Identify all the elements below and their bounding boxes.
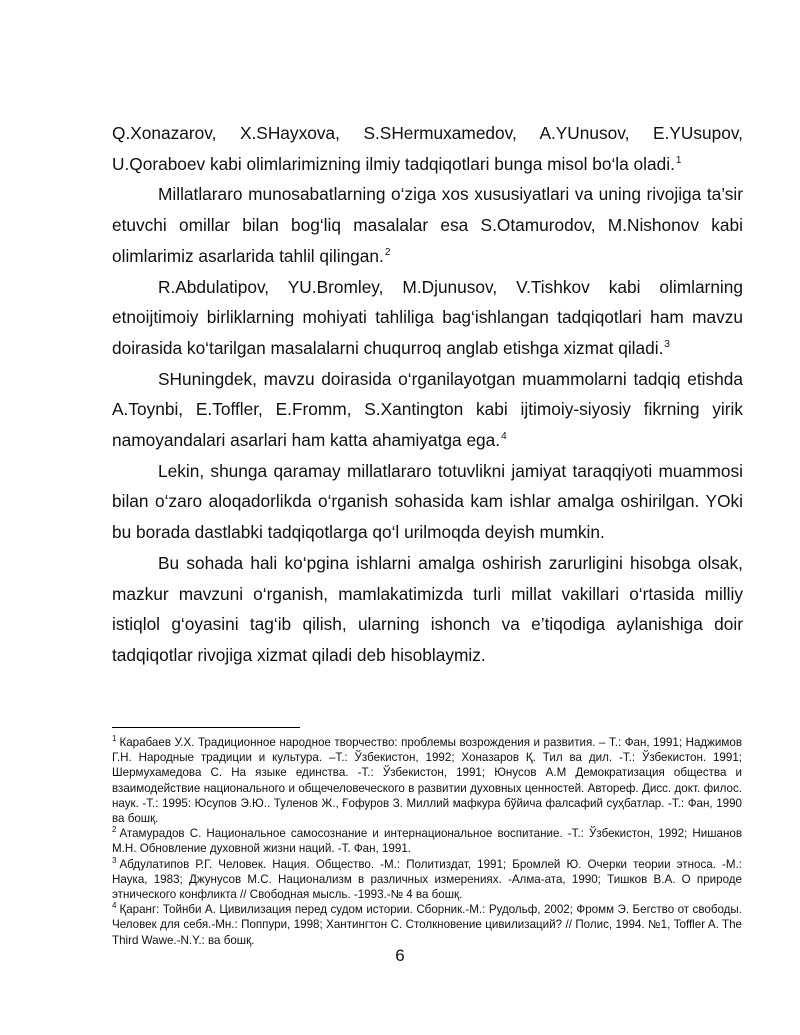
paragraph [112, 548, 743, 671]
paragraph-text: R.Abdulatipov, YU.Bromley, M.Djunusov, V.Tishkov kabi olimlarning etnoijtimoiy birliklarning mohiyati tahliliga bag‘ishlangan tadqiqotlari ham mavzu doirasida ko‘tarilgan masalalarni chuqurroq anglab etishga xizmat qiladi. [112, 276, 743, 358]
footnote [112, 735, 742, 826]
footnote-reference[interactable]: 3 [664, 339, 670, 351]
paragraph-text: Bu sohada hali ko‘pgina ishlarni amalga oshirish zarurligini hisobga olsak, mazkur mavzuni o‘rganish, mamlakatimizda turli millat vakillari o‘rtasida milliy istiqlol g‘oyasini tag‘ib qilish, ularning ishonch va e’tiqodiga aylanishiga doir tadqiqotlar rivojiga xizmat qiladi deb hisoblaymiz. [112, 552, 743, 665]
footnote-number: 1 [112, 734, 117, 744]
footnote-text: Атамурадов С. Национальное самосознание и интернациональное воспитание. -Т.: Ўзбекистон, 1992; Нишанов М.Н. Обновление духовной жизни наций. -Т. Фан, 1991. [112, 827, 742, 856]
footnote-reference[interactable]: 1 [675, 154, 682, 166]
footnote [112, 857, 742, 903]
footnote-reference[interactable]: 4 [501, 431, 507, 443]
footnote-text: Абдулатипов Р.Г. Человек. Нация. Общество. -М.: Политиздат, 1991; Бромлей Ю. Очерки теории этноса. -М.: Наука, 1983; Джунусов М.С. Национализм в различных измерениях. -Алма-ата, 1990; Тишков В.А. О природе этнического конфликта // Свободная мысль. -1993.-№ 4 ва бошқ. [112, 857, 742, 902]
footnote-text: Қаранг: Тойнби А. Цивилизация перед судом истории. Сборник.-М.: Рудольф, 2002; Фромм Э. Бегство от свободы. Человек для себя.-Мн.: Поппури, 1998; Хантингтон С. Столкновение цивилизаций? // Полис, 1994. №1, Toffler A. The Third Wawe.-N.Y.: ва бошқ. [112, 903, 742, 947]
main-text [112, 118, 743, 671]
paragraph [112, 118, 743, 179]
footnote-number: 4 [112, 901, 117, 911]
paragraph-text: Millatlararo munosabatlarning o‘ziga xos xususiyatlari va uning rivojiga ta’sir etuvchi omillar bilan bog‘liq masalalar esa S.Otamurodov, M.Nishonov kabi olimlarimiz asarlarida tahlil qilingan. [112, 184, 743, 266]
paragraph-text: SHuningdek, mavzu doirasida o‘rganilayotgan muammolarni tadqiq etishda A.Toynbi, E.Toffler, E.Fromm, S.Xantington kabi ijtimoiy-siyosiy fikrning yirik namoyandalari asarlari ham katta ahamiyatga ega. [112, 368, 743, 451]
footnote-reference[interactable]: 2 [384, 247, 391, 259]
footnote-separator [112, 727, 300, 728]
paragraph [112, 456, 743, 548]
footnote [112, 902, 742, 948]
page-number: 6 [395, 946, 405, 965]
paragraph [112, 179, 743, 271]
footnote-number: 2 [112, 825, 117, 835]
paragraph [112, 272, 743, 364]
paragraph-text: Lekin, shunga qaramay millatlararo totuvlikni jamiyat taraqqiyoti muammosi bilan o‘zaro aloqadorlikda o‘rganish sohasida kam ishlar amalga oshirilgan. YOki bu borada dastlabki tadqiqotlarga qo‘l urilmoqda deyish mumkin. [112, 460, 743, 543]
paragraph [112, 364, 743, 456]
paragraph-text: Q.Xonazarov, X.SHayxova, S.SHermuxamedov, A.YUnusov, E.YUsupov, U.Qoraboev kabi olimlarimizning ilmiy tadqiqotlari bunga misol bo‘la oladi. [112, 123, 743, 174]
footnote-number: 3 [112, 855, 117, 865]
footnote [112, 826, 742, 856]
footnote-text: Карабаев У.Х. Традиционное народное творчество: проблемы возрождения и развития. – Т.: Фан, 1991; Наджимов Г.Н. Народные традиции и культура. –Т.: Ўзбекистон, 1992; Хоназаров Қ. Тил ва дил. -Т.: Ўзбекистон. 1991; Шермухамедова С. На языке единства. -Т.: Ўзбекистон, 1991; Юнусов А.М Демократизация общества и взаимодействие национального и общечеловеческого в развитии духовных ценностей. Автореф. Дисс. докт. филос. наук. -Т.: 1995: Юсупов Э.Ю.. Туленов Ж., Ғофуров З. Миллий мафкура бўйича фалсафий суҳбатлар. -Т.: Фан, 1990 ва бошқ. [112, 736, 742, 826]
footnotes [112, 735, 742, 948]
